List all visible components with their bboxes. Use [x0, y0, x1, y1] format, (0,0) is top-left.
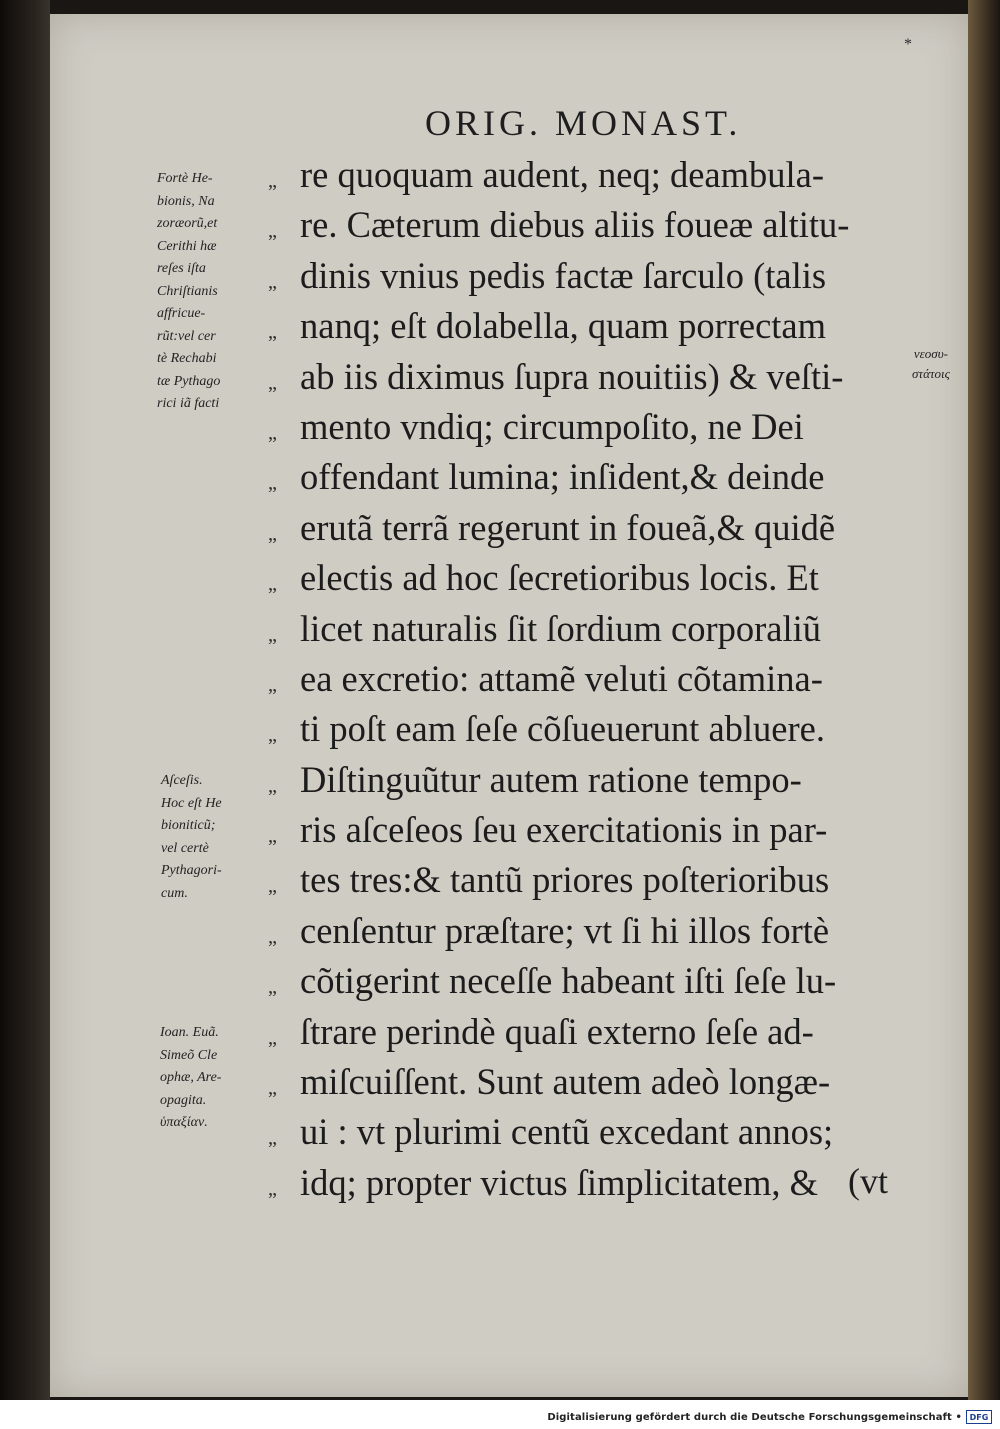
margin-note-line: reſes iſta [157, 261, 206, 276]
margin-note-line: Fortè He- [157, 171, 213, 186]
quotation-mark: „ [268, 623, 277, 646]
quotation-mark: „ [268, 1026, 277, 1049]
text-line-content: ui : vt plurimi centũ excedant annos; [300, 1111, 834, 1153]
quotation-mark: „ [268, 724, 277, 747]
quotation-mark: „ [268, 371, 277, 394]
text-line [268, 805, 918, 855]
quotation-mark: „ [268, 673, 277, 696]
margin-note-line: cum. [161, 885, 188, 901]
text-line-content: ti poſt eam ſeſe cõſueuerunt abluere. [300, 708, 825, 750]
signature-mark: * [904, 36, 912, 53]
text-line [268, 402, 918, 452]
margin-note-line: Hoc eſt He [161, 795, 222, 811]
quotation-mark: „ [268, 421, 277, 444]
margin-note-line: Ioan. Euã. [160, 1025, 219, 1040]
funding-credit: Digitalisierung gefördert durch die Deutsche Forschungsgemeinschaft • [547, 1412, 962, 1423]
text-line [268, 150, 918, 200]
margin-note-line: ophæ, Are- [160, 1070, 222, 1085]
main-text [268, 150, 918, 1208]
text-line [268, 452, 918, 502]
quotation-mark: „ [268, 573, 277, 596]
margin-note-3 [160, 1022, 221, 1135]
text-line [268, 906, 918, 956]
text-line-content: re quoquam audent, neq; deambula- [300, 154, 824, 195]
margin-note-line: opagita. [160, 1092, 207, 1108]
margin-note-line: νεοσυ- [913, 346, 949, 361]
margin-note-2 [161, 770, 222, 905]
margin-note-greek [912, 344, 950, 384]
text-line-content: re. Cæterum diebus aliis foueæ altitu- [300, 204, 850, 246]
margin-note-line: rũt:vel cer [157, 328, 216, 344]
margin-note-line: tæ Pythago [157, 373, 221, 389]
text-line-content: Diſtinguũtur autem ratione tempo- [300, 758, 802, 800]
quotation-mark: „ [268, 522, 277, 545]
text-line-content: ea excretio: attamẽ veluti cõtamina- [300, 657, 823, 699]
margin-note-1 [157, 168, 220, 416]
quotation-mark: „ [268, 925, 277, 948]
quotation-mark: „ [268, 220, 277, 243]
text-line-content: cenſentur præſtare; vt ſi hi illos fortè [300, 909, 830, 951]
margin-note-line: rici iã facti [157, 396, 220, 411]
margin-note-line: vel certè [161, 840, 209, 856]
quotation-mark: „ [268, 170, 277, 192]
quotation-mark: „ [268, 1177, 277, 1200]
text-line [268, 1158, 918, 1208]
catchword: (vt [848, 1161, 888, 1201]
text-line-content: cõtigerint neceſſe habeant iſti ſeſe lu- [300, 960, 837, 1002]
text-line-content: offendant lumina; inſident,& deinde [300, 456, 825, 498]
margin-note-line: Cerithi hæ [157, 238, 217, 254]
text-line-content: tes tres:& tantũ priores poſterioribus [300, 859, 830, 901]
quotation-mark: „ [268, 825, 277, 848]
text-line-content: dinis vnius pedis factæ ſarculo (talis [300, 254, 827, 296]
text-line [268, 503, 918, 553]
text-line-content: nanq; eſt dolabella, quam porrectam [300, 305, 827, 347]
text-line [268, 251, 918, 301]
margin-note-line: στάτοις [912, 366, 950, 381]
margin-note-line: affricue- [157, 306, 206, 321]
margin-note-line: bionis, Na [157, 193, 215, 209]
margin-note-line: Pythagori- [161, 863, 222, 878]
quotation-mark: „ [268, 1077, 277, 1100]
text-line [268, 553, 918, 603]
text-line [268, 604, 918, 654]
text-line-content: ab iis diximus ſupra nouitiis) & veſti- [300, 355, 844, 397]
quotation-mark: „ [268, 1127, 277, 1150]
text-line-content: ris aſceſeos ſeu exercitationis in par- [300, 809, 828, 851]
margin-note-line: tè Rechabi [157, 351, 217, 366]
text-line-content: mento vndiq; circumpoſito, ne Dei [300, 405, 804, 447]
quotation-mark: „ [268, 270, 277, 293]
quotation-mark: „ [268, 472, 277, 495]
running-head: ORIG. MONAST. [425, 103, 742, 143]
quotation-mark: „ [268, 875, 277, 898]
page-edge [968, 0, 1000, 1400]
margin-note-line: ὑπαξίαν. [160, 1115, 208, 1130]
margin-note-line: Chriſtianis [157, 283, 218, 299]
text-line [268, 200, 918, 250]
text-line [268, 755, 918, 805]
text-line [268, 855, 918, 905]
text-line-content: idq; propter victus ſimplicitatem, & [300, 1161, 819, 1203]
text-line [268, 1007, 918, 1057]
quotation-mark: „ [268, 774, 277, 797]
text-line [268, 1057, 918, 1107]
text-line-content: miſcuiſſent. Sunt autem adeò longæ- [300, 1061, 831, 1103]
margin-note-line: Aſceſis. [161, 773, 203, 788]
dfg-logo: DFG [966, 1410, 992, 1424]
margin-note-line: Simeõ Cle [160, 1047, 218, 1063]
quotation-mark: „ [268, 321, 277, 344]
text-line [268, 654, 918, 704]
text-line [268, 704, 918, 754]
text-line [268, 352, 918, 402]
text-line-content: erutã terrã regerunt in foueã,& quidẽ [300, 506, 836, 548]
text-line [268, 301, 918, 351]
text-line [268, 1107, 918, 1157]
text-line-content: electis ad hoc ſecretioribus locis. Et [300, 557, 819, 599]
margin-note-line: zoræorũ,et [157, 216, 218, 231]
book-spine [0, 0, 50, 1400]
margin-note-line: bioniticũ; [161, 818, 216, 833]
text-line [268, 956, 918, 1006]
text-line-content: licet naturalis ſit ſordium corporaliũ [300, 607, 821, 649]
text-line-content: ſtrare perindè quaſi externo ſeſe ad- [300, 1010, 814, 1052]
quotation-mark: „ [268, 976, 277, 999]
